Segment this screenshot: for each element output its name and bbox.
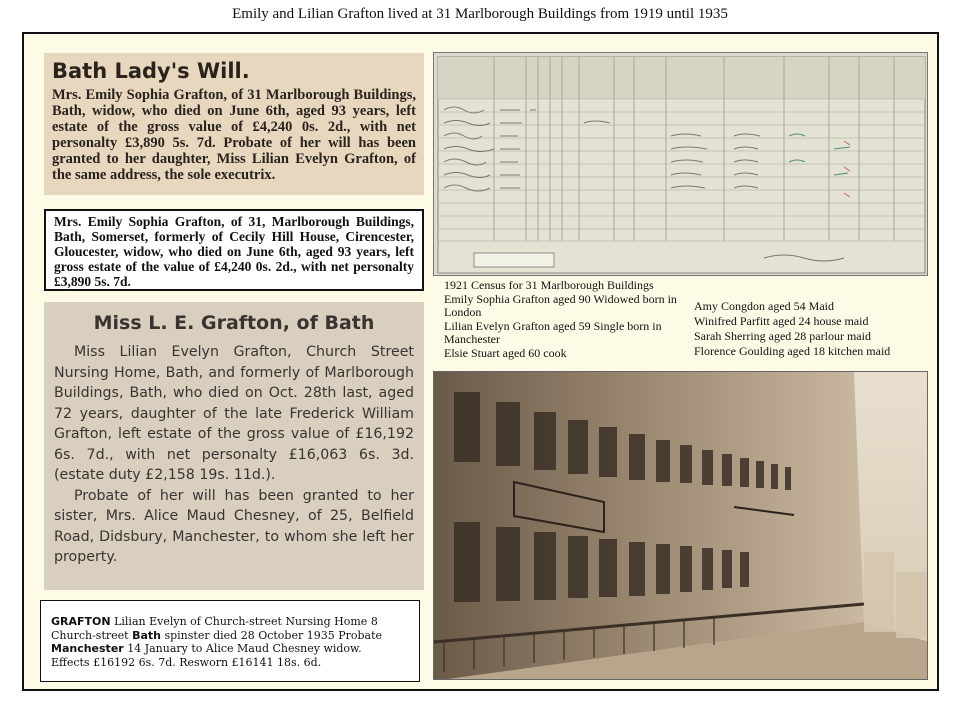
probate-place: Bath bbox=[132, 628, 161, 642]
probate-text: spinster died 28 October 1935 Probate bbox=[160, 628, 383, 642]
newspaper-clipping-will bbox=[44, 53, 424, 195]
slide-title: Emily and Lilian Grafton lived at 31 Marlborough Buildings from 1919 until 1935 bbox=[232, 6, 728, 22]
servant-entry: Amy Congdon aged 54 Maid bbox=[694, 299, 834, 313]
clipping-body bbox=[54, 342, 414, 568]
clipping-text: Mrs. Emily Sophia Grafton, of 31 Marlborough Buildings, Bath, widow, who died on June 6th, aged 93 years, left estate of the gross value of £4,240 0s. 2d., with net personalty £3,890 5s. 7d. Probate of her will has been granted to her daughter, Miss Lilian Evelyn Grafton, of the same address, the sole executrix. bbox=[52, 87, 416, 183]
marlborough-buildings-photo bbox=[433, 371, 928, 680]
probate-effects: Effects £16192 6s. 7d. Resworn £16141 18s. 6d. bbox=[51, 655, 322, 669]
servants-list bbox=[694, 299, 934, 359]
servant-entry: Sarah Sherring aged 28 parlour maid bbox=[694, 329, 871, 343]
probate-text: 14 January to Alice Maud Chesney widow. bbox=[123, 642, 362, 655]
caption-line: Lilian Evelyn Grafton aged 59 Single born in Manchester bbox=[444, 318, 662, 347]
probate-surname: GRAFTON bbox=[51, 615, 111, 628]
servant-entry: Winifred Parfitt aged 24 house maid bbox=[694, 314, 869, 328]
clipping-text: Mrs. Emily Sophia Grafton, of 31, Marlborough Buildings, Bath, Somerset, formerly of Cecily Hill House, Cirencester, Gloucester, widow, who died on June 6th, aged 93 years, left gross estate of the value of £4,240 0s. 2d., with net personalty £3,890 5s. 7d. bbox=[54, 214, 414, 289]
clipping-heading: Miss L. E. Grafton, of Bath bbox=[93, 312, 375, 334]
probate-place: Manchester bbox=[51, 642, 124, 655]
clipping-heading: Bath Lady's Will. bbox=[52, 59, 250, 83]
newspaper-clipping-will-2 bbox=[44, 209, 424, 291]
probate-calendar-entry bbox=[40, 600, 420, 682]
caption-line: Emily Sophia Grafton aged 90 Widowed born in London bbox=[444, 291, 677, 320]
clipping-paragraph: Miss Lilian Evelyn Grafton, Church Street Nursing Home, Bath, and formerly of Marlborough Buildings, Bath, who died on Oct. 28th last, aged 72 years, daughter of the late Frederick William Grafton, left estate of the gross value of £16,192 6s. 7d., with net personalty £16,063 6s. 3d. (estate duty £2,158 19s. 11d.). bbox=[54, 344, 414, 483]
caption-line: 1921 Census for 31 Marlborough Buildings bbox=[444, 278, 654, 292]
census-caption bbox=[444, 279, 694, 361]
census-form-drawing bbox=[434, 53, 928, 276]
caption-line: Elsie Stuart aged 60 cook bbox=[444, 345, 567, 360]
census-form-image bbox=[433, 52, 928, 276]
clipping-paragraph: Probate of her will has been granted to her sister, Mrs. Alice Maud Chesney, of 25, Belfield Road, Didsbury, Manchester, to whom she left her property. bbox=[54, 487, 414, 565]
street-photo-drawing bbox=[434, 372, 928, 680]
probate-text: Lilian Evelyn of Church-street Nursing Home 8 Church-street bbox=[51, 615, 378, 642]
servant-entry: Florence Goulding aged 18 kitchen maid bbox=[694, 344, 891, 358]
newspaper-clipping-lilian bbox=[44, 302, 424, 590]
